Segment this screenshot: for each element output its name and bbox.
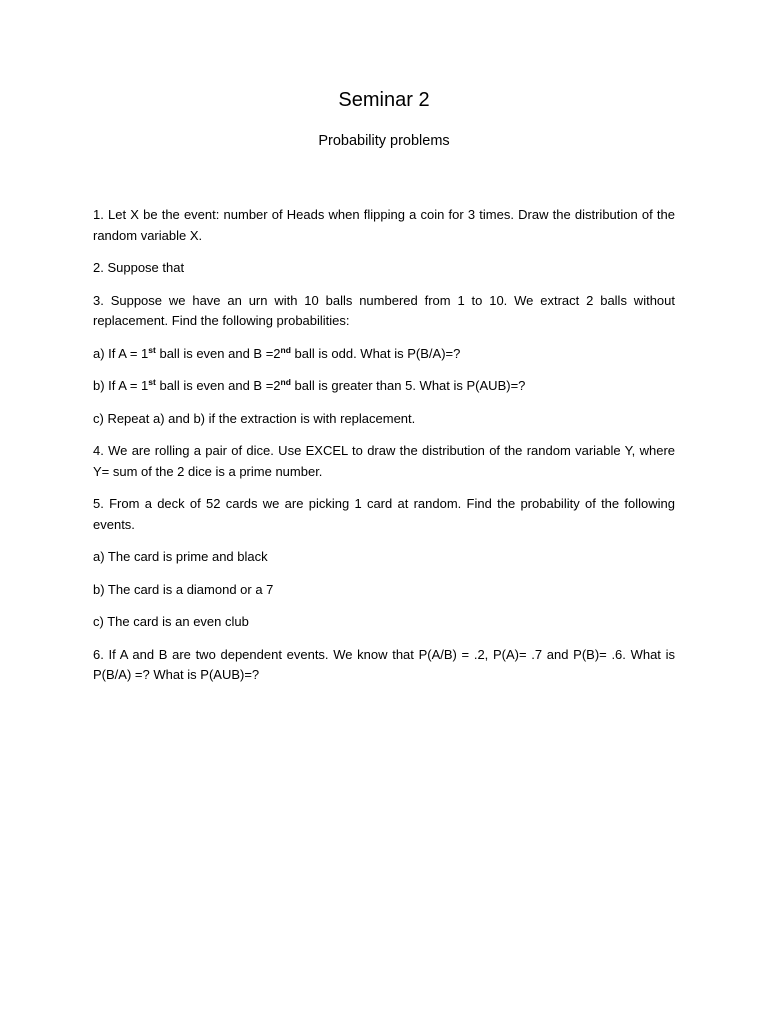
problem-3b-pre: b) If A = 1	[93, 378, 149, 393]
problem-6: 6. If A and B are two dependent events. We know that P(A/B) = .2, P(A)= .7 and P(B)= .6. What is P(B/A) =? What is P(AUB)=?	[93, 646, 675, 682]
problem-3b	[93, 376, 675, 397]
problem-3c: c) Repeat a) and b) if the extraction is with replacement.	[93, 410, 416, 426]
problem-5: 5. From a deck of 52 cards we are picking 1 card at random. Find the probability of the following events.	[93, 496, 675, 532]
problem-3b-ordinal-2: nd	[280, 377, 291, 387]
problem-list	[93, 205, 675, 698]
problem-4: 4. We are rolling a pair of dice. Use EXCEL to draw the distribution of the random variable Y, where Y= sum of the 2 dice is a prime number.	[93, 443, 675, 479]
problem-3a-ordinal-1: st	[148, 344, 156, 355]
problem-3b-mid: ball is even and B =2	[155, 378, 281, 393]
problem-3a-post: ball is odd. What is P(B/A)=?	[290, 345, 461, 361]
problem-3b-post: ball is greater than 5. What is P(AUB)=?	[290, 378, 526, 393]
problem-2: 2. Suppose that	[93, 260, 185, 275]
problem-1: 1. Let X be the event: number of Heads when flipping a coin for 3 times. Draw the distribution of the random variable X.	[93, 207, 675, 243]
problem-3a-pre: a) If A = 1	[93, 345, 149, 361]
problem-5c: c) The card is an even club	[93, 614, 249, 629]
problem-3a-mid: ball is even and B =2	[155, 345, 281, 361]
page-title: Seminar 2	[338, 89, 430, 111]
page-subtitle: Probability problems	[318, 133, 450, 149]
problem-3a-ordinal-2: nd	[280, 344, 291, 355]
problem-3a	[93, 344, 675, 365]
problem-5a: a) The card is prime and black	[93, 549, 268, 564]
problem-3b-ordinal-1: st	[148, 377, 156, 387]
problem-3: 3. Suppose we have an urn with 10 balls numbered from 1 to 10. We extract 2 balls without replacement. Find the following probabilities:	[93, 292, 675, 328]
problem-5b: b) The card is a diamond or a 7	[93, 581, 274, 597]
